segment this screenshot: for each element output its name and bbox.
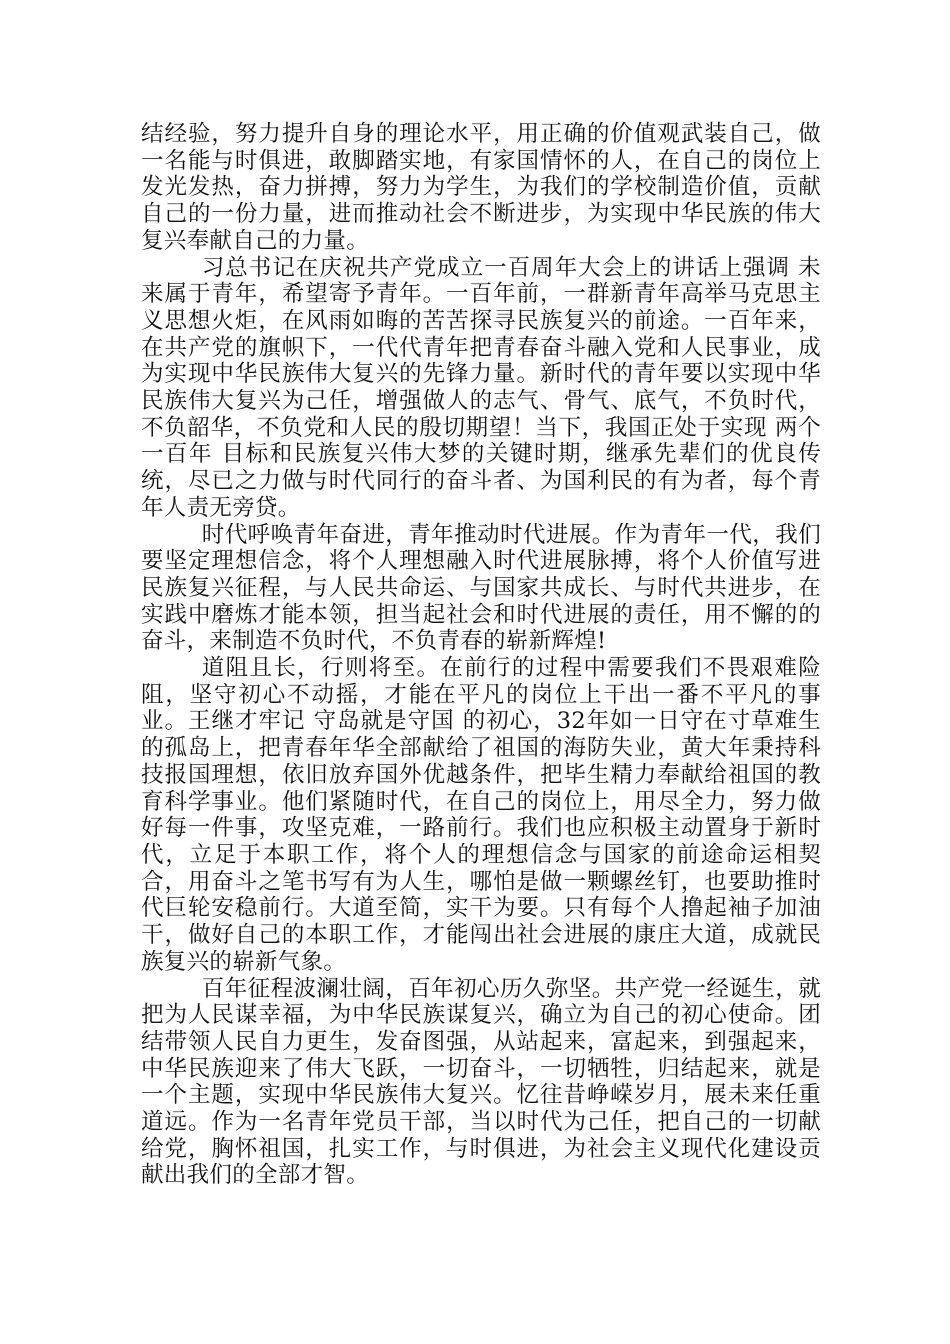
paragraph-2: 习总书记在庆祝共产党成立一百周年大会上的讲话上强调 未来属于青年，希望寄予青年。一百年前，一群新青年高举马克思主义思想火炬，在风雨如晦的苦苦探寻民族复兴的前途。一百年来，在共产党的旗帜下，一代代青年把青春奋斗融入党和人民事业，成为实现中华民族伟大复兴的先锋力量。新时代的青年要以实现中华民族伟大复兴为己任，增强做人的志气、骨气、底气，不负时代，不负韶华，不负党和人民的殷切期望！当下，我国正处于实现 两个一百年 目标和民族复兴伟大梦的关键时期，继承先辈们的优良传统，尽已之力做与时代同行的奋斗者、为国利民的有为者，每个青年人责无旁贷。: [141, 254, 821, 521]
paragraph-5: 百年征程波澜壮阔，百年初心历久弥坚。共产党一经诞生，就把为人民谋幸福，为中华民族谋复兴，确立为自己的初心使命。团结带领人民自力更生，发奋图强，从站起来，富起来，到强起来，中华民族迎来了伟大飞跃，一切奋斗，一切牺牲，归结起来，就是一个主题，实现中华民族伟大复兴。忆往昔峥嵘岁月，展未来任重道远。作为一名青年党员干部，当以时代为己任，把自己的一切献给党，胸怀祖国，扎实工作，与时俱进，为社会主义现代化建设贡献出我们的全部才智。: [141, 975, 821, 1189]
document-body: [141, 121, 821, 1189]
paragraph-4: 道阻且长，行则将至。在前行的过程中需要我们不畏艰难险阻，坚守初心不动摇，才能在平凡的岗位上干出一番不平凡的事业。王继才牢记 守岛就是守国 的初心，32年如一日守在寸草难生的孤岛上，把青春年华全部献给了祖国的海防失业，黄大年秉持科技报国理想，依旧放弃国外优越条件，把毕生精力奉献给祖国的教育科学事业。他们紧随时代，在自己的岗位上，用尽全力，努力做好每一件事，攻坚克难，一路前行。我们也应积极主动置身于新时代，立足于本职工作，将个人的理想信念与国家的前途命运相契合，用奋斗之笔书写有为人生，哪怕是做一颗螺丝钉，也要助推时代巨轮安稳前行。大道至简，实干为要。只有每个人撸起袖子加油干，做好自己的本职工作，才能闯出社会进展的康庄大道，成就民族复兴的崭新气象。: [141, 655, 821, 975]
paragraph-3: 时代呼唤青年奋进，青年推动时代进展。作为青年一代，我们要坚定理想信念，将个人理想融入时代进展脉搏，将个人价值写进民族复兴征程，与人民共命运、与国家共成长、与时代共进步，在实践中磨炼才能本领，担当起社会和时代进展的责任，用不懈的的奋斗，来制造不负时代，不负青春的崭新辉煌!: [141, 521, 821, 655]
paragraph-1: 结经验，努力提升自身的理论水平，用正确的价值观武装自己，做一名能与时俱进，敢脚踏实地，有家国情怀的人，在自己的岗位上发光发热，奋力拼搏，努力为学生，为我们的学校制造价值，贡献自己的一份力量，进而推动社会不断进步，为实现中华民族的伟大复兴奉献自己的力量。: [141, 121, 821, 254]
